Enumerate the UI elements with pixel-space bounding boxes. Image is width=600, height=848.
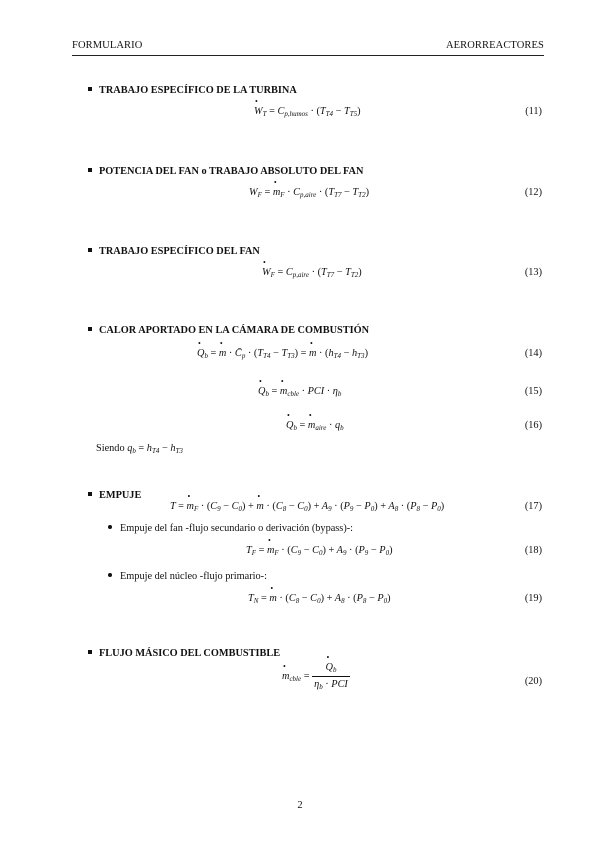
bullet-icon — [88, 327, 92, 331]
equation-14: • $Q_b$ = • $m \cdot C̄_p \cdot (T_{T4} - T_{T3})$ = • $m \cdot (h_{T4} - h_{T3})$ — [197, 348, 368, 360]
list-item-core-thrust: Empuje del núcleo -flujo primario-: — [108, 571, 267, 582]
section-title-turbine-work: TRABAJO ESPECÍFICO DE LA TURBINA — [88, 85, 297, 96]
bullet-icon — [88, 168, 92, 172]
section-title-fan-specific-work: TRABAJO ESPECÍFICO DEL FAN — [88, 246, 260, 257]
header-left: FORMULARIO — [72, 40, 143, 51]
bullet-icon — [88, 87, 92, 91]
header-right: AERORREACTORES — [445, 40, 544, 51]
list-item-fan-thrust: Empuje del fan -flujo secundario o derivación (bypass)-: — [108, 523, 353, 534]
equation-16: • $Q_b$ = • $m_{aire} \cdot q_b$ — [286, 420, 344, 432]
bullet-icon — [88, 492, 92, 496]
equation-number: (18) — [524, 545, 542, 556]
header-rule — [72, 55, 544, 56]
equation-number: (20) — [524, 676, 542, 687]
equation-11: • $W_T = C_{p,humos} \cdot (T_{T4} - T_{T5})$ — [254, 106, 361, 118]
equation-number: (12) — [524, 187, 542, 198]
bullet-icon — [108, 525, 112, 529]
equation-15: • $Q_b$ = • $m_{cble}$ · PCI · $\eta_b$ — [258, 386, 341, 398]
bullet-icon — [108, 573, 112, 577]
equation-number: (13) — [524, 267, 542, 278]
section-title-thrust: EMPUJE — [88, 490, 141, 501]
equation-17: T = • $m_F \cdot (C_9 - C_0)$ + • $m \cdot (C_8 - C_0) + A_9 \cdot (P_9 - P_0) + A_8 \cdot (P_8 - P_0)$ — [170, 501, 444, 513]
bullet-icon — [88, 650, 92, 654]
equation-number: (15) — [524, 386, 542, 397]
page-number: 2 — [297, 800, 303, 811]
equation-19: $T_N$ = • $m \cdot (C_8 - C_0) + A_8 \cdot (P_8 - P_0)$ — [248, 593, 391, 605]
section-title-fuel-mass-flow: FLUJO MÁSICO DEL COMBUSTIBLE — [88, 648, 280, 659]
definition-note: Siendo $q_b = h_{T4} - h_{T3}$ — [96, 443, 183, 455]
equation-13: • $W_F = C_{p,aire} \cdot (T_{T7} - T_{T2})$ — [262, 267, 362, 279]
section-title-combustion-heat: CALOR APORTADO EN LA CÁMARA DE COMBUSTIÓN — [88, 325, 369, 336]
equation-18: $T_F$ = • $m_F \cdot (C_9 - C_0) + A_9 \cdot (P_9 - P_0)$ — [246, 545, 393, 557]
equation-number: (16) — [524, 420, 542, 431]
equation-number: (11) — [525, 106, 542, 117]
equation-12: $W_F$ = • $m_F \cdot C_{p,aire} \cdot (T_{T7} - T_{T2})$ — [249, 187, 369, 199]
section-title-fan-power: POTENCIA DEL FAN o TRABAJO ABSOLUTO DEL FAN — [88, 166, 363, 177]
equation-number: (14) — [524, 348, 542, 359]
equation-number: (17) — [524, 501, 542, 512]
equation-number: (19) — [524, 593, 542, 604]
equation-20: • $m_{cble}$ = • $\frac{Q_b}{\eta_b \cdot PCI}$ — [282, 662, 350, 691]
bullet-icon — [88, 248, 92, 252]
